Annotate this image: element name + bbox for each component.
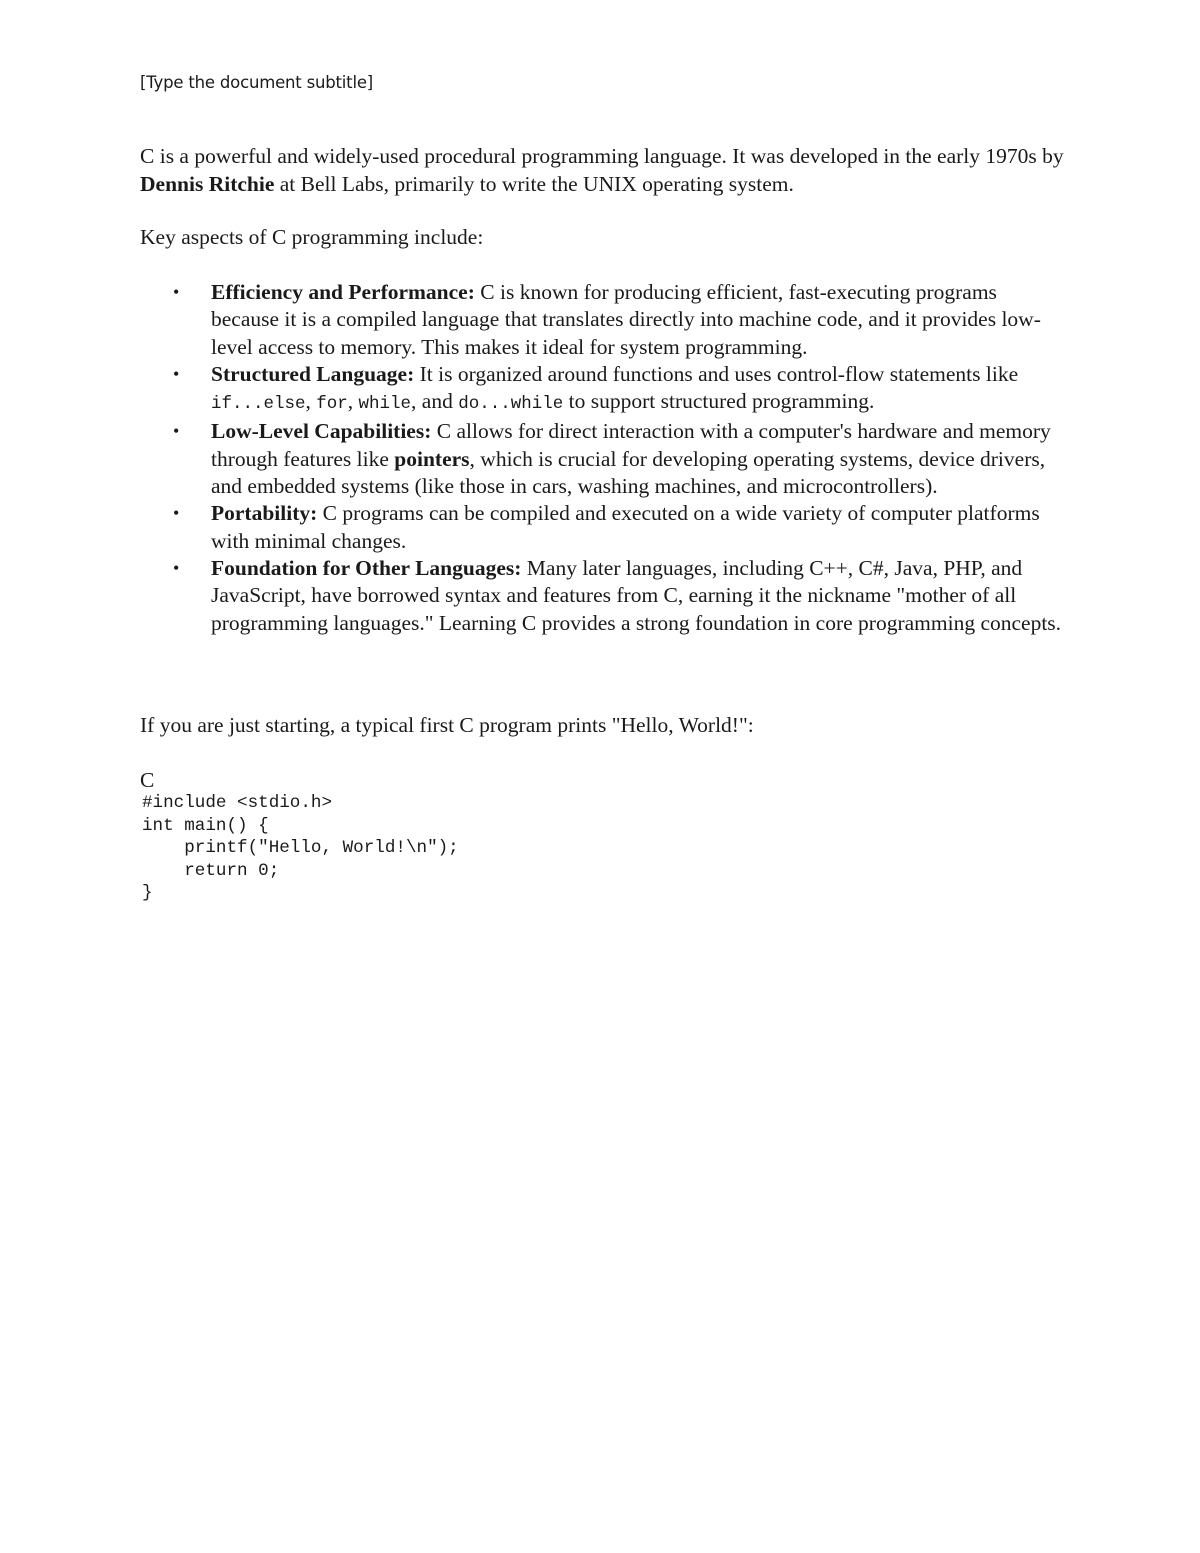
intro-text-part1: C is a powerful and widely-used procedural programming language. It was developed in the early 1970s by [140,144,1064,168]
intro-author-name: Dennis Ritchie [140,171,275,196]
separator: , and [411,389,459,414]
intro-text-part2: at Bell Labs, primarily to write the UNIX operating system. [274,171,794,196]
bullet-icon: • [173,363,180,384]
list-item-title: Efficiency and Performance: [211,280,475,304]
code-keyword: if...else [211,394,306,415]
separator: , [347,389,359,414]
bullet-icon: • [173,282,180,302]
list-item-title: Low-Level Capabilities: [211,419,432,444]
hello-world-intro: If you are just starting, a typical first C program prints "Hello, World!": [140,713,754,737]
list-item-text: , which is crucial for developing operating systems, device drivers, and embedded systems (like those in cars, washing machines, and microcontrollers). [211,446,1046,499]
list-item-text: Many later languages, including C++, C#, Java, PHP, and JavaScript, have borrowed syntax and features from C, earning it the nickname "mother of all programming languages." Learning C provides a strong foundation in core programming concepts. [211,555,1062,635]
list-item-title: Portability: [211,501,318,526]
list-item-text: C allows for direct interaction with a computer's hardware and memory through features like [211,419,1051,471]
list-item [140,361,1070,419]
code-keyword: while [358,394,412,415]
list-item-text: C programs can be compiled and executed on a wide variety of computer platforms with minimal changes. [211,501,1040,553]
code-keyword: for [316,394,348,415]
separator: , [305,389,317,414]
bullet-icon: • [173,421,180,442]
list-item-title: Foundation for Other Languages: [211,555,522,580]
key-aspects-list [140,279,1070,637]
list-item [140,555,1070,637]
list-item-text: It is organized around functions and uses control-flow statements like [414,361,1019,386]
list-item-text: to support structured programming. [563,389,875,414]
intro-paragraph [140,143,1070,198]
key-aspects-intro: Key aspects of C programming include: [140,225,484,249]
list-item [140,500,1070,555]
code-keyword: do...while [458,394,564,415]
list-item-title: Structured Language: [211,361,415,386]
code-language-label: C [140,768,155,792]
pointers-term: pointers [394,446,470,471]
bullet-icon: • [173,503,180,524]
document-subtitle[interactable]: [Type the document subtitle] [140,73,374,92]
code-block: #include <stdio.h> int main() { printf("Hello, World!\n"); return 0; } [142,793,459,904]
list-item [140,279,1070,361]
bullet-icon: • [173,557,180,578]
list-item [140,418,1070,500]
list-item-text: C is known for producing efficient, fast-executing programs because it is a compiled language that translates directly into machine code, and it provides low-level access to memory. This makes it ideal for system programming. [211,280,1041,359]
